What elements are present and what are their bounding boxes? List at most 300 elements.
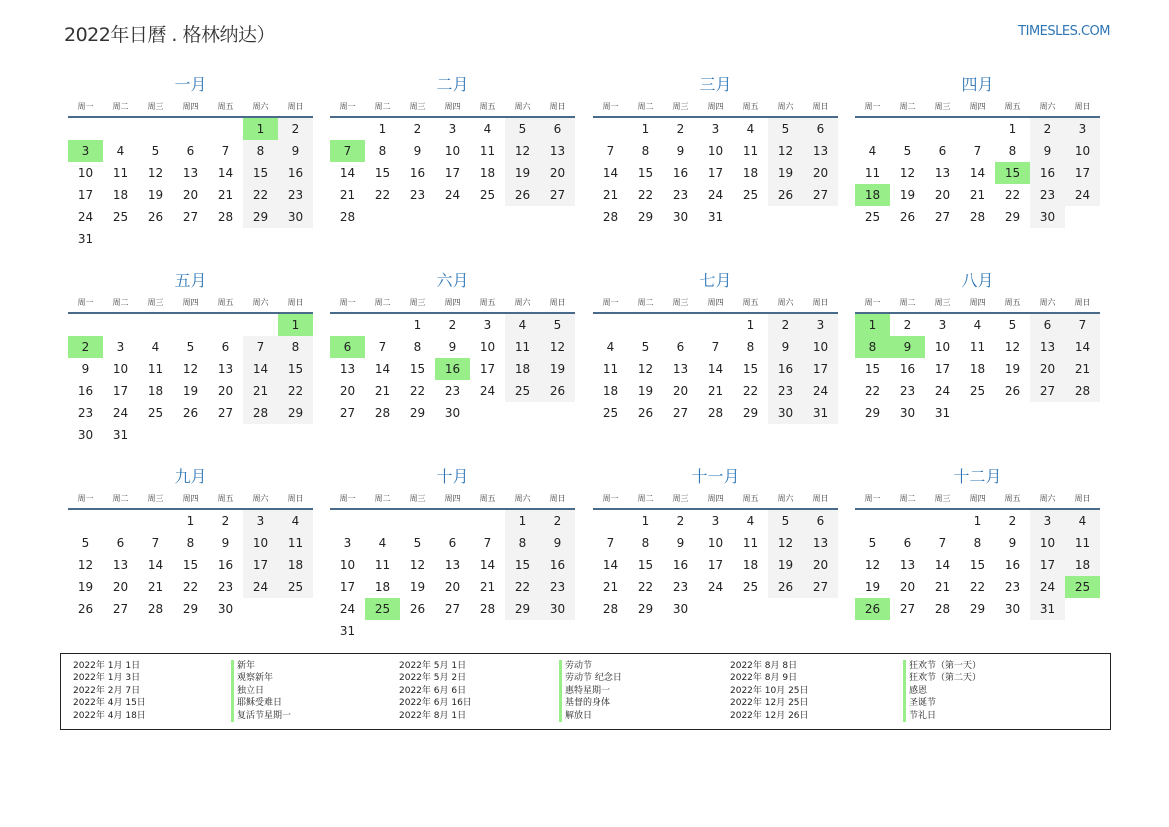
day-cell: 25 [278,576,313,598]
month-name: 七月 [699,271,732,290]
day-cell: 8 [413,340,422,354]
holiday-day-cell: 9 [890,336,925,358]
holiday-day-cell: 1 [855,314,890,336]
day-cell: 14 [969,166,986,180]
day-cell: 4 [746,122,755,136]
weekday-label: 周一 [339,101,356,111]
legend-holiday-name: 狂欢节（第二天） [909,673,982,684]
day-cell: 23 [899,384,916,398]
day-cell: 19 [540,358,575,380]
day-cell: 5 [903,144,912,158]
day-cell: 23 [77,406,94,420]
day-cell: 22 [243,184,278,206]
day-cell: 5 [768,510,803,532]
day-cell: 16 [540,554,575,576]
day-cell: 28 [243,402,278,424]
weekday-label: 周四 [707,101,724,111]
empty-cell [208,314,243,336]
day-cell: 4 [378,536,387,550]
weekday-label: 周三 [147,101,164,111]
day-cell: 28 [969,210,986,224]
day-cell: 26 [182,406,199,420]
day-cell: 7 [378,340,387,354]
day-cell: 13 [339,362,356,376]
weekday-label: 周五 [1004,101,1021,111]
day-cell: 10 [77,166,94,180]
day-cell: 30 [1004,602,1021,616]
legend-holiday-name: 节礼日 [909,710,937,721]
empty-cell [593,118,628,140]
day-cell: 14 [217,166,234,180]
empty-cell [925,510,960,532]
day-cell: 15 [969,558,986,572]
weekday-header [855,292,1100,314]
month-name: 十一月 [691,467,740,486]
day-cell: 11 [374,558,391,572]
day-cell: 27 [339,406,356,420]
day-cell: 11 [602,362,619,376]
day-cell: 31 [707,210,724,224]
day-cell: 9 [1008,536,1017,550]
day-cell: 18 [278,554,313,576]
legend-holiday-name: 基督的身体 [565,698,611,709]
day-cell: 25 [864,210,881,224]
day-cell: 12 [768,532,803,554]
day-cell: 2 [413,122,422,136]
weekday-label: 周六 [514,493,531,503]
empty-cell [103,510,138,532]
day-cell: 25 [112,210,129,224]
day-cell: 17 [339,580,356,594]
holiday-day-cell: 16 [435,358,470,380]
day-cell: 23 [217,580,234,594]
legend-date: 2022年 4月 15日 [73,698,146,709]
day-cell: 10 [444,144,461,158]
empty-cell [103,118,138,140]
weekday-label: 周日 [812,101,829,111]
day-cell: 14 [934,558,951,572]
weekday-header [593,488,838,510]
day-cell: 24 [444,188,461,202]
day-cell: 21 [1065,358,1100,380]
day-cell: 22 [742,384,759,398]
weekday-label: 周三 [672,493,689,503]
day-cell: 11 [112,166,129,180]
month-calendar [68,270,313,446]
weekday-label: 周四 [182,297,199,307]
weekday-label: 周五 [1004,493,1021,503]
empty-cell [68,118,103,140]
day-cell: 29 [864,406,881,420]
day-cell: 8 [505,532,540,554]
day-cell: 31 [339,624,356,638]
legend-date: 2022年 4月 18日 [73,710,146,721]
day-cell: 8 [186,536,195,550]
day-cell: 28 [217,210,234,224]
day-grid [855,510,1100,620]
weekday-label: 周四 [444,493,461,503]
month-name: 五月 [174,271,207,290]
day-cell: 15 [278,358,313,380]
day-cell: 25 [742,580,759,594]
day-cell: 18 [602,384,619,398]
empty-cell [470,510,505,532]
day-cell: 5 [413,536,422,550]
day-cell: 20 [934,188,951,202]
day-cell: 3 [1065,118,1100,140]
legend-holiday-name: 独立日 [237,685,265,696]
day-cell: 11 [969,340,986,354]
weekday-label: 周五 [742,297,759,307]
day-cell: 18 [1065,554,1100,576]
weekday-label: 周五 [217,101,234,111]
weekday-label: 周一 [602,101,619,111]
weekday-label: 周日 [287,101,304,111]
weekday-label: 周一 [864,101,881,111]
day-cell: 17 [707,166,724,180]
day-cell: 18 [147,384,164,398]
empty-cell [330,510,365,532]
day-cell: 11 [864,166,881,180]
legend-holiday-name: 劳动节 纪念日 [565,673,622,684]
day-cell: 28 [1065,380,1100,402]
months-grid [68,74,1102,644]
legend-holiday-name: 解放日 [565,710,593,721]
day-cell: 6 [1030,314,1065,336]
day-cell: 11 [479,144,496,158]
legend-date: 2022年 6月 16日 [399,698,472,709]
day-cell: 8 [641,536,650,550]
weekday-label: 周二 [374,101,391,111]
weekday-label: 周四 [444,297,461,307]
month-name: 十月 [436,467,469,486]
day-cell: 16 [672,166,689,180]
day-grid [330,314,575,424]
day-cell: 30 [278,206,313,228]
day-cell: 14 [147,558,164,572]
day-cell: 29 [969,602,986,616]
day-cell: 12 [182,362,199,376]
day-cell: 27 [803,184,838,206]
day-cell: 22 [278,380,313,402]
weekday-label: 周二 [637,493,654,503]
weekday-label: 周三 [672,101,689,111]
day-cell: 4 [1065,510,1100,532]
day-cell: 29 [742,406,759,420]
day-cell: 28 [374,406,391,420]
day-cell: 2 [676,514,685,528]
day-cell: 2 [278,118,313,140]
day-cell: 30 [899,406,916,420]
day-cell: 12 [409,558,426,572]
day-cell: 4 [606,340,615,354]
weekday-label: 周三 [147,493,164,503]
day-cell: 14 [374,362,391,376]
day-cell: 5 [868,536,877,550]
day-cell: 5 [505,118,540,140]
day-grid [855,314,1100,424]
page-title: 2022年日曆 . 格林纳达） [64,24,275,46]
weekday-label: 周五 [479,101,496,111]
weekday-label: 周六 [252,101,269,111]
day-cell: 2 [448,318,457,332]
day-cell: 16 [77,384,94,398]
day-cell: 2 [1030,118,1065,140]
day-cell: 9 [448,340,457,354]
day-cell: 15 [182,558,199,572]
legend-dates-column [730,660,809,722]
weekday-label: 周四 [707,297,724,307]
empty-cell [435,510,470,532]
month-name: 九月 [174,467,207,486]
empty-cell [138,314,173,336]
day-cell: 31 [803,402,838,424]
weekday-label: 周三 [409,493,426,503]
empty-cell [208,118,243,140]
weekday-label: 周一 [602,297,619,307]
day-cell: 17 [77,188,94,202]
month-name: 三月 [699,75,732,94]
day-cell: 21 [479,580,496,594]
day-cell: 13 [540,140,575,162]
holiday-day-cell: 8 [855,336,890,358]
weekday-header [330,96,575,118]
day-cell: 8 [278,336,313,358]
day-cell: 24 [243,576,278,598]
day-cell: 27 [112,602,129,616]
day-cell: 15 [637,558,654,572]
empty-cell [593,510,628,532]
day-cell: 10 [479,340,496,354]
day-cell: 27 [444,602,461,616]
day-cell: 24 [479,384,496,398]
day-cell: 31 [1030,598,1065,620]
weekday-label: 周二 [374,493,391,503]
empty-cell [173,118,208,140]
month-name: 一月 [174,75,207,94]
day-cell: 3 [1030,510,1065,532]
day-cell: 4 [505,314,540,336]
day-cell: 18 [479,166,496,180]
day-cell: 2 [768,314,803,336]
weekday-header [855,96,1100,118]
day-cell: 25 [479,188,496,202]
day-cell: 25 [969,384,986,398]
day-cell: 15 [243,162,278,184]
day-cell: 23 [672,580,689,594]
weekday-label: 周一 [864,297,881,307]
day-cell: 19 [768,554,803,576]
day-cell: 5 [1008,318,1017,332]
day-cell: 22 [637,580,654,594]
legend-date: 2022年 5月 2日 [399,673,467,684]
day-cell: 1 [973,514,982,528]
weekday-label: 周四 [444,101,461,111]
empty-cell [365,510,400,532]
weekday-label: 周日 [1074,493,1091,503]
day-cell: 10 [1030,532,1065,554]
day-cell: 24 [77,210,94,224]
day-cell: 5 [768,118,803,140]
day-cell: 10 [1065,140,1100,162]
day-cell: 4 [151,340,160,354]
day-cell: 21 [934,580,951,594]
legend-holiday-name: 圣诞节 [909,698,937,709]
weekday-label: 周二 [374,297,391,307]
weekday-label: 周一 [77,101,94,111]
day-cell: 19 [505,162,540,184]
day-cell: 7 [938,536,947,550]
day-cell: 27 [899,602,916,616]
day-cell: 26 [899,210,916,224]
day-cell: 1 [186,514,195,528]
day-cell: 12 [540,336,575,358]
day-cell: 1 [1008,122,1017,136]
holiday-day-cell: 3 [68,140,103,162]
legend-names-column [231,660,291,722]
day-cell: 12 [864,558,881,572]
day-cell: 6 [448,536,457,550]
day-cell: 15 [374,166,391,180]
day-cell: 13 [672,362,689,376]
day-cell: 5 [540,314,575,336]
day-cell: 13 [934,166,951,180]
day-grid [330,510,575,642]
weekday-label: 周六 [1039,493,1056,503]
day-cell: 6 [116,536,125,550]
day-cell: 23 [278,184,313,206]
day-cell: 29 [278,402,313,424]
day-cell: 27 [182,210,199,224]
weekday-header [855,488,1100,510]
day-grid [593,510,838,620]
month-calendar [593,466,838,620]
legend-holiday-name: 复活节星期一 [237,710,292,721]
day-cell: 27 [934,210,951,224]
day-cell: 27 [1030,380,1065,402]
day-cell: 28 [479,602,496,616]
day-cell: 26 [1004,384,1021,398]
day-cell: 14 [243,358,278,380]
day-cell: 18 [969,362,986,376]
day-cell: 31 [77,232,94,246]
day-cell: 18 [742,166,759,180]
legend-date: 2022年 1月 3日 [73,673,141,684]
day-cell: 13 [803,140,838,162]
day-cell: 6 [186,144,195,158]
day-cell: 17 [112,384,129,398]
weekday-label: 周六 [514,101,531,111]
weekday-label: 周五 [479,493,496,503]
day-cell: 3 [243,510,278,532]
day-cell: 21 [602,580,619,594]
legend-dates-column [73,660,146,722]
weekday-label: 周日 [1074,101,1091,111]
day-cell: 10 [339,558,356,572]
day-cell: 2 [221,514,230,528]
weekday-label: 周日 [287,493,304,503]
day-cell: 20 [217,384,234,398]
day-cell: 7 [606,536,615,550]
holiday-day-cell: 2 [68,336,103,358]
weekday-label: 周二 [112,493,129,503]
site-link[interactable]: TIMESLES.COM [1018,24,1110,39]
day-cell: 16 [409,166,426,180]
holiday-day-cell: 25 [1065,576,1100,598]
weekday-label: 周五 [479,297,496,307]
empty-cell [890,510,925,532]
day-cell: 11 [278,532,313,554]
weekday-header [68,488,313,510]
day-cell: 12 [637,362,654,376]
day-cell: 1 [641,122,650,136]
day-cell: 29 [1004,210,1021,224]
empty-cell [330,118,365,140]
legend-date: 2022年 12月 25日 [730,698,809,709]
day-cell: 5 [186,340,195,354]
day-cell: 25 [742,188,759,202]
day-cell: 21 [339,188,356,202]
legend-date: 2022年 8月 1日 [399,710,467,721]
month-name: 十二月 [953,467,1002,486]
day-cell: 9 [278,140,313,162]
day-cell: 15 [409,362,426,376]
weekday-label: 周三 [409,297,426,307]
day-cell: 24 [934,384,951,398]
day-cell: 9 [676,144,685,158]
day-cell: 18 [374,580,391,594]
weekday-label: 周六 [1039,297,1056,307]
day-cell: 23 [444,384,461,398]
day-cell: 23 [672,188,689,202]
day-cell: 3 [711,514,720,528]
weekday-label: 周日 [812,493,829,503]
day-cell: 8 [378,144,387,158]
month-name: 二月 [436,75,469,94]
day-cell: 22 [374,188,391,202]
legend-date: 2022年 8月 9日 [730,673,798,684]
day-cell: 26 [409,602,426,616]
legend-date: 2022年 8月 8日 [730,661,798,671]
empty-cell [330,314,365,336]
day-cell: 14 [479,558,496,572]
holiday-day-cell: 1 [278,314,313,336]
day-cell: 7 [606,144,615,158]
day-cell: 30 [672,602,689,616]
day-cell: 3 [711,122,720,136]
day-cell: 14 [339,166,356,180]
day-cell: 27 [672,406,689,420]
day-cell: 19 [899,188,916,202]
weekday-label: 周五 [1004,297,1021,307]
day-cell: 7 [151,536,160,550]
empty-cell [698,314,733,336]
day-cell: 22 [1004,188,1021,202]
day-cell: 19 [637,384,654,398]
day-cell: 28 [147,602,164,616]
day-cell: 7 [1065,314,1100,336]
day-cell: 30 [768,402,803,424]
legend-date: 2022年 6月 6日 [399,685,467,696]
month-calendar [855,74,1100,228]
day-cell: 19 [147,188,164,202]
month-calendar [855,270,1100,424]
day-cell: 11 [505,336,540,358]
day-cell: 1 [641,514,650,528]
day-cell: 12 [899,166,916,180]
day-cell: 31 [112,428,129,442]
day-cell: 20 [803,162,838,184]
